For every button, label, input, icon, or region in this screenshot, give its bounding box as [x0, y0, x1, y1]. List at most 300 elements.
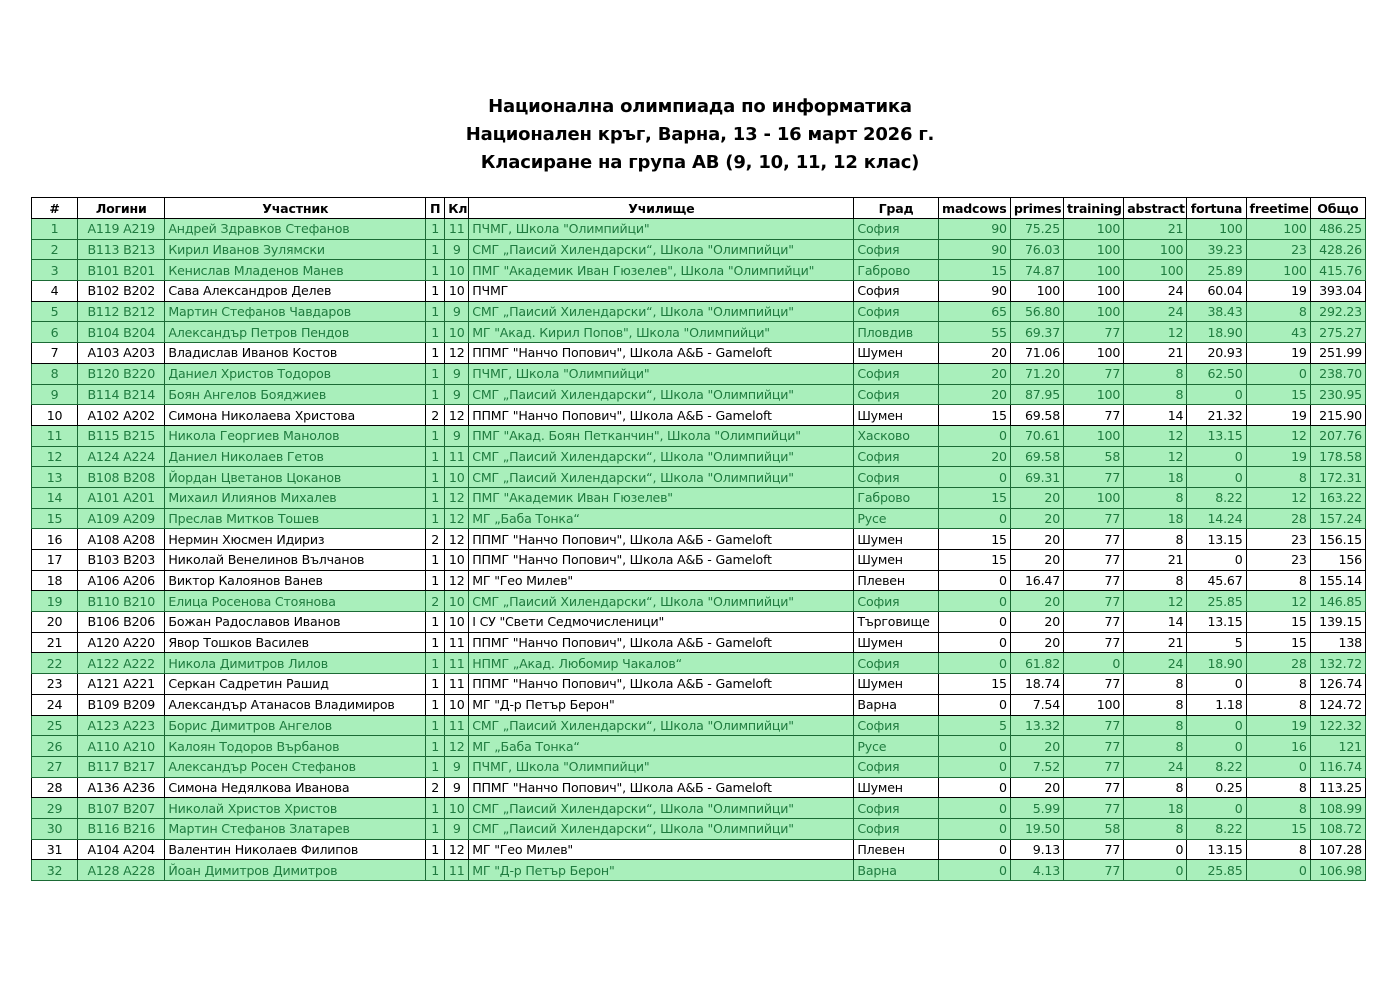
city-cell: София: [854, 301, 938, 322]
p-cell: 1: [426, 363, 445, 384]
school-cell: ПЧМГ: [469, 281, 854, 302]
document-title: Национална олимпиада по информатика: [488, 96, 912, 117]
rank-cell: 15: [32, 508, 78, 529]
abstract-score-cell: 12: [1124, 322, 1187, 343]
city-cell: София: [854, 446, 938, 467]
madcows-score-cell: 20: [938, 363, 1010, 384]
participant-name-cell: Владислав Иванов Костов: [165, 343, 426, 364]
primes-score-cell: 69.58: [1010, 446, 1063, 467]
school-cell: I СУ "Свети Седмочисленици": [469, 612, 854, 633]
training-score-cell: 77: [1064, 570, 1124, 591]
fortuna-score-cell: 25.89: [1187, 260, 1246, 281]
fortuna-score-cell: 0.25: [1187, 777, 1246, 798]
fortuna-score-cell: 5: [1187, 632, 1246, 653]
total-score-cell: 207.76: [1310, 425, 1365, 446]
school-cell: МГ „Баба Тонка“: [469, 736, 854, 757]
madcows-score-cell: 90: [938, 239, 1010, 260]
madcows-score-cell: 0: [938, 694, 1010, 715]
grade-cell: 9: [445, 777, 469, 798]
participant-name-cell: Виктор Калоянов Ванев: [165, 570, 426, 591]
madcows-score-cell: 0: [938, 798, 1010, 819]
school-cell: СМГ „Паисий Хилендарски“, Школа "Олимпийци": [469, 798, 854, 819]
madcows-score-cell: 20: [938, 384, 1010, 405]
total-score-cell: 215.90: [1310, 405, 1365, 426]
column-header: fortuna: [1187, 198, 1246, 219]
madcows-score-cell: 0: [938, 508, 1010, 529]
freetime-score-cell: 23: [1246, 529, 1310, 550]
participant-name-cell: Боян Ангелов Бояджиев: [165, 384, 426, 405]
freetime-score-cell: 0: [1246, 756, 1310, 777]
group-title: Класиране на група AB (9, 10, 11, 12 клас): [480, 152, 920, 173]
primes-score-cell: 74.87: [1010, 260, 1063, 281]
primes-score-cell: 76.03: [1010, 239, 1063, 260]
freetime-score-cell: 8: [1246, 674, 1310, 695]
primes-score-cell: 20: [1010, 591, 1063, 612]
training-score-cell: 77: [1064, 322, 1124, 343]
p-cell: 1: [426, 860, 445, 881]
city-cell: Шумен: [854, 632, 938, 653]
total-score-cell: 126.74: [1310, 674, 1365, 695]
city-cell: Шумен: [854, 550, 938, 571]
logins-cell: B113 B213: [78, 239, 165, 260]
freetime-score-cell: 8: [1246, 570, 1310, 591]
total-score-cell: 156: [1310, 550, 1365, 571]
table-row: [32, 612, 1366, 633]
freetime-score-cell: 15: [1246, 384, 1310, 405]
freetime-score-cell: 8: [1246, 694, 1310, 715]
logins-cell: B102 B202: [78, 281, 165, 302]
participant-name-cell: Йоан Димитров Димитров: [165, 860, 426, 881]
training-score-cell: 100: [1064, 343, 1124, 364]
logins-cell: A103 A203: [78, 343, 165, 364]
primes-score-cell: 20: [1010, 550, 1063, 571]
rank-cell: 30: [32, 818, 78, 839]
column-header: Участник: [165, 198, 426, 219]
participant-name-cell: Борис Димитров Ангелов: [165, 715, 426, 736]
total-score-cell: 106.98: [1310, 860, 1365, 881]
p-cell: 1: [426, 674, 445, 695]
grade-cell: 10: [445, 694, 469, 715]
p-cell: 1: [426, 425, 445, 446]
p-cell: 1: [426, 322, 445, 343]
primes-score-cell: 56.80: [1010, 301, 1063, 322]
school-cell: ПЧМГ, Школа "Олимпийци": [469, 756, 854, 777]
rank-cell: 21: [32, 632, 78, 653]
madcows-score-cell: 20: [938, 446, 1010, 467]
p-cell: 1: [426, 612, 445, 633]
primes-score-cell: 75.25: [1010, 219, 1063, 240]
primes-score-cell: 9.13: [1010, 839, 1063, 860]
table-row: [32, 839, 1366, 860]
primes-score-cell: 7.54: [1010, 694, 1063, 715]
column-header: Общо: [1310, 198, 1365, 219]
rank-cell: 14: [32, 487, 78, 508]
abstract-score-cell: 8: [1124, 487, 1187, 508]
school-cell: МГ "Д-р Петър Берон": [469, 694, 854, 715]
city-cell: Шумен: [854, 777, 938, 798]
participant-name-cell: Елица Росенова Стоянова: [165, 591, 426, 612]
primes-score-cell: 7.52: [1010, 756, 1063, 777]
p-cell: 1: [426, 384, 445, 405]
fortuna-score-cell: 1.18: [1187, 694, 1246, 715]
fortuna-score-cell: 0: [1187, 674, 1246, 695]
abstract-score-cell: 12: [1124, 425, 1187, 446]
primes-score-cell: 20: [1010, 508, 1063, 529]
logins-cell: A123 A223: [78, 715, 165, 736]
total-score-cell: 163.22: [1310, 487, 1365, 508]
participant-name-cell: Даниел Христов Тодоров: [165, 363, 426, 384]
fortuna-score-cell: 0: [1187, 446, 1246, 467]
madcows-score-cell: 15: [938, 674, 1010, 695]
city-cell: София: [854, 798, 938, 819]
p-cell: 1: [426, 715, 445, 736]
total-score-cell: 393.04: [1310, 281, 1365, 302]
grade-cell: 9: [445, 756, 469, 777]
fortuna-score-cell: 18.90: [1187, 653, 1246, 674]
table-row: [32, 653, 1366, 674]
column-header: training: [1064, 198, 1124, 219]
column-header: Град: [854, 198, 938, 219]
madcows-score-cell: 65: [938, 301, 1010, 322]
grade-cell: 10: [445, 550, 469, 571]
rank-cell: 2: [32, 239, 78, 260]
fortuna-score-cell: 0: [1187, 736, 1246, 757]
p-cell: 1: [426, 653, 445, 674]
fortuna-score-cell: 25.85: [1187, 860, 1246, 881]
school-cell: ПМГ "Академик Иван Гюзелев", Школа "Олимпийци": [469, 260, 854, 281]
logins-cell: B115 B215: [78, 425, 165, 446]
grade-cell: 12: [445, 736, 469, 757]
freetime-score-cell: 100: [1246, 219, 1310, 240]
training-score-cell: 77: [1064, 363, 1124, 384]
grade-cell: 10: [445, 591, 469, 612]
abstract-score-cell: 8: [1124, 694, 1187, 715]
city-cell: Габрово: [854, 260, 938, 281]
document-subtitle: Национален кръг, Варна, 13 - 16 март 2026 г.: [465, 124, 935, 145]
grade-cell: 10: [445, 281, 469, 302]
abstract-score-cell: 100: [1124, 239, 1187, 260]
primes-score-cell: 16.47: [1010, 570, 1063, 591]
freetime-score-cell: 100: [1246, 260, 1310, 281]
city-cell: Хасково: [854, 425, 938, 446]
grade-cell: 11: [445, 446, 469, 467]
abstract-score-cell: 12: [1124, 591, 1187, 612]
p-cell: 2: [426, 777, 445, 798]
freetime-score-cell: 8: [1246, 777, 1310, 798]
column-header: П: [426, 198, 445, 219]
participant-name-cell: Симона Николаева Христова: [165, 405, 426, 426]
fortuna-score-cell: 18.90: [1187, 322, 1246, 343]
freetime-score-cell: 12: [1246, 425, 1310, 446]
table-row: [32, 777, 1366, 798]
p-cell: 2: [426, 529, 445, 550]
fortuna-score-cell: 0: [1187, 384, 1246, 405]
training-score-cell: 77: [1064, 674, 1124, 695]
freetime-score-cell: 28: [1246, 508, 1310, 529]
logins-cell: A124 A224: [78, 446, 165, 467]
fortuna-score-cell: 13.15: [1187, 425, 1246, 446]
table-row: [32, 343, 1366, 364]
column-header: madcows: [938, 198, 1010, 219]
abstract-score-cell: 8: [1124, 777, 1187, 798]
training-score-cell: 77: [1064, 591, 1124, 612]
total-score-cell: 157.24: [1310, 508, 1365, 529]
primes-score-cell: 13.32: [1010, 715, 1063, 736]
table-row: [32, 715, 1366, 736]
p-cell: 1: [426, 446, 445, 467]
training-score-cell: 100: [1064, 425, 1124, 446]
freetime-score-cell: 12: [1246, 591, 1310, 612]
table-row: [32, 239, 1366, 260]
abstract-score-cell: 21: [1124, 343, 1187, 364]
participant-name-cell: Александър Петров Пендов: [165, 322, 426, 343]
grade-cell: 9: [445, 818, 469, 839]
training-score-cell: 77: [1064, 632, 1124, 653]
primes-score-cell: 87.95: [1010, 384, 1063, 405]
logins-cell: B104 B204: [78, 322, 165, 343]
grade-cell: 10: [445, 612, 469, 633]
p-cell: 1: [426, 219, 445, 240]
training-score-cell: 100: [1064, 260, 1124, 281]
city-cell: София: [854, 384, 938, 405]
total-score-cell: 108.72: [1310, 818, 1365, 839]
column-header: freetime: [1246, 198, 1310, 219]
freetime-score-cell: 8: [1246, 301, 1310, 322]
school-cell: ПЧМГ, Школа "Олимпийци": [469, 363, 854, 384]
grade-cell: 9: [445, 239, 469, 260]
fortuna-score-cell: 13.15: [1187, 612, 1246, 633]
primes-score-cell: 20: [1010, 487, 1063, 508]
primes-score-cell: 20: [1010, 529, 1063, 550]
city-cell: София: [854, 591, 938, 612]
total-score-cell: 238.70: [1310, 363, 1365, 384]
participant-name-cell: Йордан Цветанов Цоканов: [165, 467, 426, 488]
p-cell: 1: [426, 632, 445, 653]
column-header: abstract: [1124, 198, 1187, 219]
grade-cell: 12: [445, 487, 469, 508]
participant-name-cell: Нермин Хюсмен Идириз: [165, 529, 426, 550]
abstract-score-cell: 8: [1124, 529, 1187, 550]
training-score-cell: 100: [1064, 487, 1124, 508]
madcows-score-cell: 5: [938, 715, 1010, 736]
school-cell: ППМГ "Нанчо Попович", Школа A&Б - Gameloft: [469, 674, 854, 695]
city-cell: София: [854, 756, 938, 777]
training-score-cell: 58: [1064, 446, 1124, 467]
freetime-score-cell: 8: [1246, 839, 1310, 860]
logins-cell: B108 B208: [78, 467, 165, 488]
school-cell: ППМГ "Нанчо Попович", Школа A&Б - Gameloft: [469, 550, 854, 571]
city-cell: Варна: [854, 860, 938, 881]
participant-name-cell: Никола Димитров Лилов: [165, 653, 426, 674]
training-score-cell: 0: [1064, 653, 1124, 674]
table-row: [32, 467, 1366, 488]
logins-cell: B117 B217: [78, 756, 165, 777]
logins-cell: B110 B210: [78, 591, 165, 612]
madcows-score-cell: 0: [938, 467, 1010, 488]
city-cell: Пловдив: [854, 322, 938, 343]
logins-cell: B106 B206: [78, 612, 165, 633]
training-score-cell: 100: [1064, 281, 1124, 302]
rank-cell: 20: [32, 612, 78, 633]
table-row: [32, 818, 1366, 839]
city-cell: София: [854, 653, 938, 674]
school-cell: ППМГ "Нанчо Попович", Школа A&Б - Gameloft: [469, 632, 854, 653]
abstract-score-cell: 12: [1124, 446, 1187, 467]
city-cell: Русе: [854, 508, 938, 529]
logins-cell: B107 B207: [78, 798, 165, 819]
abstract-score-cell: 24: [1124, 653, 1187, 674]
primes-score-cell: 70.61: [1010, 425, 1063, 446]
total-score-cell: 230.95: [1310, 384, 1365, 405]
primes-score-cell: 20: [1010, 632, 1063, 653]
freetime-score-cell: 28: [1246, 653, 1310, 674]
abstract-score-cell: 0: [1124, 860, 1187, 881]
rank-cell: 32: [32, 860, 78, 881]
madcows-score-cell: 90: [938, 281, 1010, 302]
city-cell: Шумен: [854, 529, 938, 550]
abstract-score-cell: 8: [1124, 570, 1187, 591]
total-score-cell: 121: [1310, 736, 1365, 757]
training-score-cell: 100: [1064, 384, 1124, 405]
p-cell: 2: [426, 405, 445, 426]
madcows-score-cell: 15: [938, 405, 1010, 426]
grade-cell: 9: [445, 363, 469, 384]
participant-name-cell: Преслав Митков Тошев: [165, 508, 426, 529]
grade-cell: 11: [445, 715, 469, 736]
madcows-score-cell: 15: [938, 529, 1010, 550]
abstract-score-cell: 14: [1124, 612, 1187, 633]
rank-cell: 6: [32, 322, 78, 343]
table-row: [32, 487, 1366, 508]
table-row: [32, 405, 1366, 426]
rank-cell: 28: [32, 777, 78, 798]
abstract-score-cell: 8: [1124, 384, 1187, 405]
grade-cell: 12: [445, 508, 469, 529]
table-row: [32, 736, 1366, 757]
table-row: [32, 322, 1366, 343]
madcows-score-cell: 0: [938, 860, 1010, 881]
fortuna-score-cell: 39.23: [1187, 239, 1246, 260]
city-cell: Плевен: [854, 570, 938, 591]
p-cell: 1: [426, 550, 445, 571]
school-cell: МГ "Гео Милев": [469, 839, 854, 860]
training-score-cell: 77: [1064, 715, 1124, 736]
logins-cell: A101 A201: [78, 487, 165, 508]
total-score-cell: 156.15: [1310, 529, 1365, 550]
rank-cell: 29: [32, 798, 78, 819]
fortuna-score-cell: 62.50: [1187, 363, 1246, 384]
school-cell: ППМГ "Нанчо Попович", Школа A&Б - Gameloft: [469, 343, 854, 364]
table-header-row: [32, 198, 1366, 219]
logins-cell: A119 A219: [78, 219, 165, 240]
document-header: [0, 93, 1400, 177]
abstract-score-cell: 24: [1124, 756, 1187, 777]
city-cell: София: [854, 239, 938, 260]
freetime-score-cell: 8: [1246, 798, 1310, 819]
school-cell: СМГ „Паисий Хилендарски“, Школа "Олимпийци": [469, 446, 854, 467]
school-cell: МГ „Баба Тонка“: [469, 508, 854, 529]
logins-cell: A120 A220: [78, 632, 165, 653]
primes-score-cell: 4.13: [1010, 860, 1063, 881]
logins-cell: B116 B216: [78, 818, 165, 839]
rank-cell: 26: [32, 736, 78, 757]
p-cell: 1: [426, 239, 445, 260]
abstract-score-cell: 18: [1124, 467, 1187, 488]
madcows-score-cell: 0: [938, 570, 1010, 591]
rank-cell: 23: [32, 674, 78, 695]
abstract-score-cell: 24: [1124, 301, 1187, 322]
participant-name-cell: Михаил Илиянов Михалев: [165, 487, 426, 508]
participant-name-cell: Андрей Здравков Стефанов: [165, 219, 426, 240]
rank-cell: 13: [32, 467, 78, 488]
rank-cell: 12: [32, 446, 78, 467]
table-row: [32, 798, 1366, 819]
training-score-cell: 58: [1064, 818, 1124, 839]
participant-name-cell: Калоян Тодоров Върбанов: [165, 736, 426, 757]
madcows-score-cell: 0: [938, 612, 1010, 633]
total-score-cell: 108.99: [1310, 798, 1365, 819]
training-score-cell: 77: [1064, 529, 1124, 550]
abstract-score-cell: 0: [1124, 839, 1187, 860]
fortuna-score-cell: 100: [1187, 219, 1246, 240]
total-score-cell: 132.72: [1310, 653, 1365, 674]
fortuna-score-cell: 0: [1187, 550, 1246, 571]
training-score-cell: 77: [1064, 798, 1124, 819]
logins-cell: B120 B220: [78, 363, 165, 384]
rank-cell: 27: [32, 756, 78, 777]
fortuna-score-cell: 60.04: [1187, 281, 1246, 302]
training-score-cell: 100: [1064, 219, 1124, 240]
freetime-score-cell: 8: [1246, 467, 1310, 488]
primes-score-cell: 71.20: [1010, 363, 1063, 384]
logins-cell: A109 A209: [78, 508, 165, 529]
total-score-cell: 275.27: [1310, 322, 1365, 343]
rank-cell: 4: [32, 281, 78, 302]
primes-score-cell: 69.58: [1010, 405, 1063, 426]
city-cell: Шумен: [854, 405, 938, 426]
primes-score-cell: 19.50: [1010, 818, 1063, 839]
rank-cell: 16: [32, 529, 78, 550]
abstract-score-cell: 8: [1124, 715, 1187, 736]
school-cell: ПМГ "Акад. Боян Петканчин", Школа "Олимпийци": [469, 425, 854, 446]
freetime-score-cell: 0: [1246, 363, 1310, 384]
logins-cell: A122 A222: [78, 653, 165, 674]
grade-cell: 12: [445, 839, 469, 860]
logins-cell: B114 B214: [78, 384, 165, 405]
madcows-score-cell: 0: [938, 591, 1010, 612]
rank-cell: 7: [32, 343, 78, 364]
logins-cell: A106 A206: [78, 570, 165, 591]
column-header: Логини: [78, 198, 165, 219]
school-cell: МГ "Д-р Петър Берон": [469, 860, 854, 881]
rank-cell: 31: [32, 839, 78, 860]
city-cell: София: [854, 363, 938, 384]
p-cell: 1: [426, 570, 445, 591]
city-cell: София: [854, 281, 938, 302]
participant-name-cell: Кенислав Младенов Манев: [165, 260, 426, 281]
madcows-score-cell: 0: [938, 425, 1010, 446]
table-row: [32, 260, 1366, 281]
madcows-score-cell: 90: [938, 219, 1010, 240]
rank-cell: 22: [32, 653, 78, 674]
table-row: [32, 529, 1366, 550]
madcows-score-cell: 15: [938, 487, 1010, 508]
abstract-score-cell: 8: [1124, 736, 1187, 757]
city-cell: Шумен: [854, 343, 938, 364]
school-cell: ППМГ "Нанчо Попович", Школа A&Б - Gameloft: [469, 777, 854, 798]
table-row: [32, 301, 1366, 322]
city-cell: Русе: [854, 736, 938, 757]
